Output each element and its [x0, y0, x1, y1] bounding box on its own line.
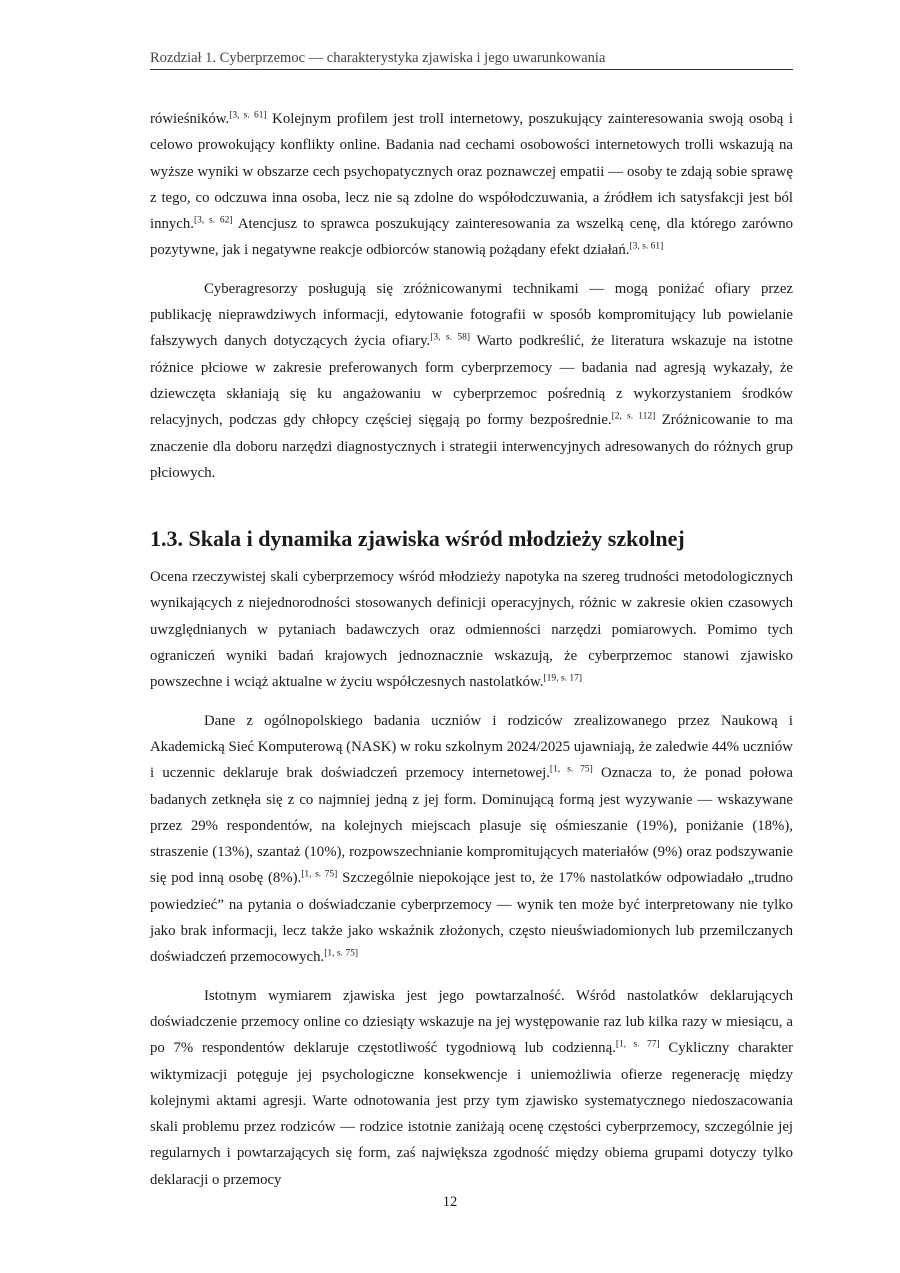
citation-ref: [1, s. 75]: [324, 948, 358, 959]
citation-ref: [1, s. 75]: [301, 869, 338, 880]
paragraph: Ocena rzeczywistej skali cyberprzemocy wśród młodzieży napotyka na szereg trudności metodologicznych wynikających z niejednorodności stosowanych definicji operacyjnych, różnic w zakresie okien czasowych uwzględnianych w pytaniach badawczych oraz odmienności narzędzi pomiarowych. Pomimo tych ograniczeń wyniki badań krajowych jednoznacznie wskazują, że cyberprzemoc stanowi zjawisko powszechne i wciąż aktualne w życiu współczesnych nastolatków.[19, s. 17]: [150, 569, 793, 691]
page-content: [150, 106, 793, 1193]
paragraph: Dane z ogólnopolskiego badania uczniów i rodziców zrealizowanego przez Naukową i Akademicką Sieć Komputerową (NASK) w roku szkolnym 2024/2025 ujawniają, że zaledwie 44% uczniów i uczennic deklaruje brak doświadczeń przemocy internetowej.[1, s. 75] Oznacza to, że ponad połowa badanych zetknęła się z co najmniej jedną z jej form. Dominującą formą jest wyzywanie — wskazywane przez 29% respondentów, na kolejnych miejscach plasuje się ośmieszanie (19%), poniżanie (18%), straszenie (13%), szantaż (10%), rozpowszechnianie kompromitujących materiałów (9%) oraz podszywanie się pod inną osobę (8%).[1, s. 75] Szczególnie niepokojące jest to, że 17% nastolatków odpowiadało „trudno powiedzieć” na pytania o doświadczanie cyberprzemocy — wynik ten może być interpretowany nie tylko jako brak informacji, lecz także jako wskaźnik złożonych, często nieuświadomionych lub przemilczanych doświadczeń przemocowych.[1, s. 75]: [150, 712, 793, 966]
paragraph: Cyberagresorzy posługują się zróżnicowanymi technikami — mogą poniżać ofiary przez publikację nieprawdziwych informacji, edytowanie fotografii w sposób kompromitujący lub powielanie fałszywych danych dotyczących życia ofiary.[3, s. 58] Warto podkreślić, że literatura wskazuje na istotne różnice płciowe w zakresie preferowanych form cyberprzemocy — badania nad agresją wykazały, że dziewczęta skłaniają się ku angażowaniu w cyberprzemoc pośrednią z wykorzystaniem środków relacyjnych, podczas gdy chłopcy częściej sięgają po formy bezpośrednie.[2, s. 112] Zróżnicowanie to ma znaczenie dla doboru narzędzi diagnostycznych i strategii interwencyjnych adresowanych do różnych grup płciowych.: [150, 280, 793, 481]
paragraph: Istotnym wymiarem zjawiska jest jego powtarzalność. Wśród nastolatków deklarujących doświadczenie przemocy online co dziesiąty wskazuje na jej występowanie raz lub kilka razy w miesiącu, a po 7% respondentów deklaruje częstotliwość tygodniową lub codzienną.[1, s. 77] Cykliczny charakter wiktymizacji potęguje jej psychologiczne konsekwencje i uniemożliwia ofierze regenerację między kolejnymi aktami agresji. Warte odnotowania jest przy tym zjawisko systematycznego niedoszacowania skali problemu przez rodziców — rodzice istotnie zaniżają ocenę częstości cyberprzemocy, szczególnie jej regularnych i powtarzających się form, zaś największa zgodność między obiema grupami dotyczy tylko deklaracji o przemocy: [150, 987, 793, 1188]
page-number: 12: [442, 1194, 458, 1210]
paragraph: rówieśników.[3, s. 61] Kolejnym profilem jest troll internetowy, poszukujący zainteresowania swoją osobą i celowo prowokujący konflikty online. Badania nad cechami osobowości internetowych trolli wskazują na wyższe wyniki w obszarze cech psychopatycznych oraz poznawczej empatii — osoby te zdają sobie sprawę z tego, co odczuwa inna osoba, lecz nie są zdolne do współodczuwania, a źródłem ich satysfakcji jest ból innych.[3, s. 62] Atencjusz to sprawca poszukujący zainteresowania za wszelką cenę, dla którego zarówno pozytywne, jak i negatywne reakcje odbiorców stanowią pożądany efekt działań.[3, s. 61]: [150, 110, 794, 259]
section-heading: 1.3. Skala i dynamika zjawiska wśród młodzieży szkolnej: [150, 526, 685, 552]
running-header: Rozdział 1. Cyberprzemoc — charakterystyka zjawiska i jego uwarunkowania: [150, 50, 793, 70]
citation-ref: [2, s. 112]: [611, 411, 656, 422]
citation-ref: [1, s. 75]: [549, 764, 593, 775]
citation-ref: [3, s. 61]: [629, 241, 664, 252]
citation-ref: [19, s. 17]: [543, 673, 583, 684]
citation-ref: [3, s. 61]: [229, 110, 267, 121]
citation-ref: [3, s. 62]: [193, 215, 233, 226]
citation-ref: [1, s. 77]: [615, 1039, 660, 1050]
citation-ref: [3, s. 58]: [430, 332, 471, 343]
